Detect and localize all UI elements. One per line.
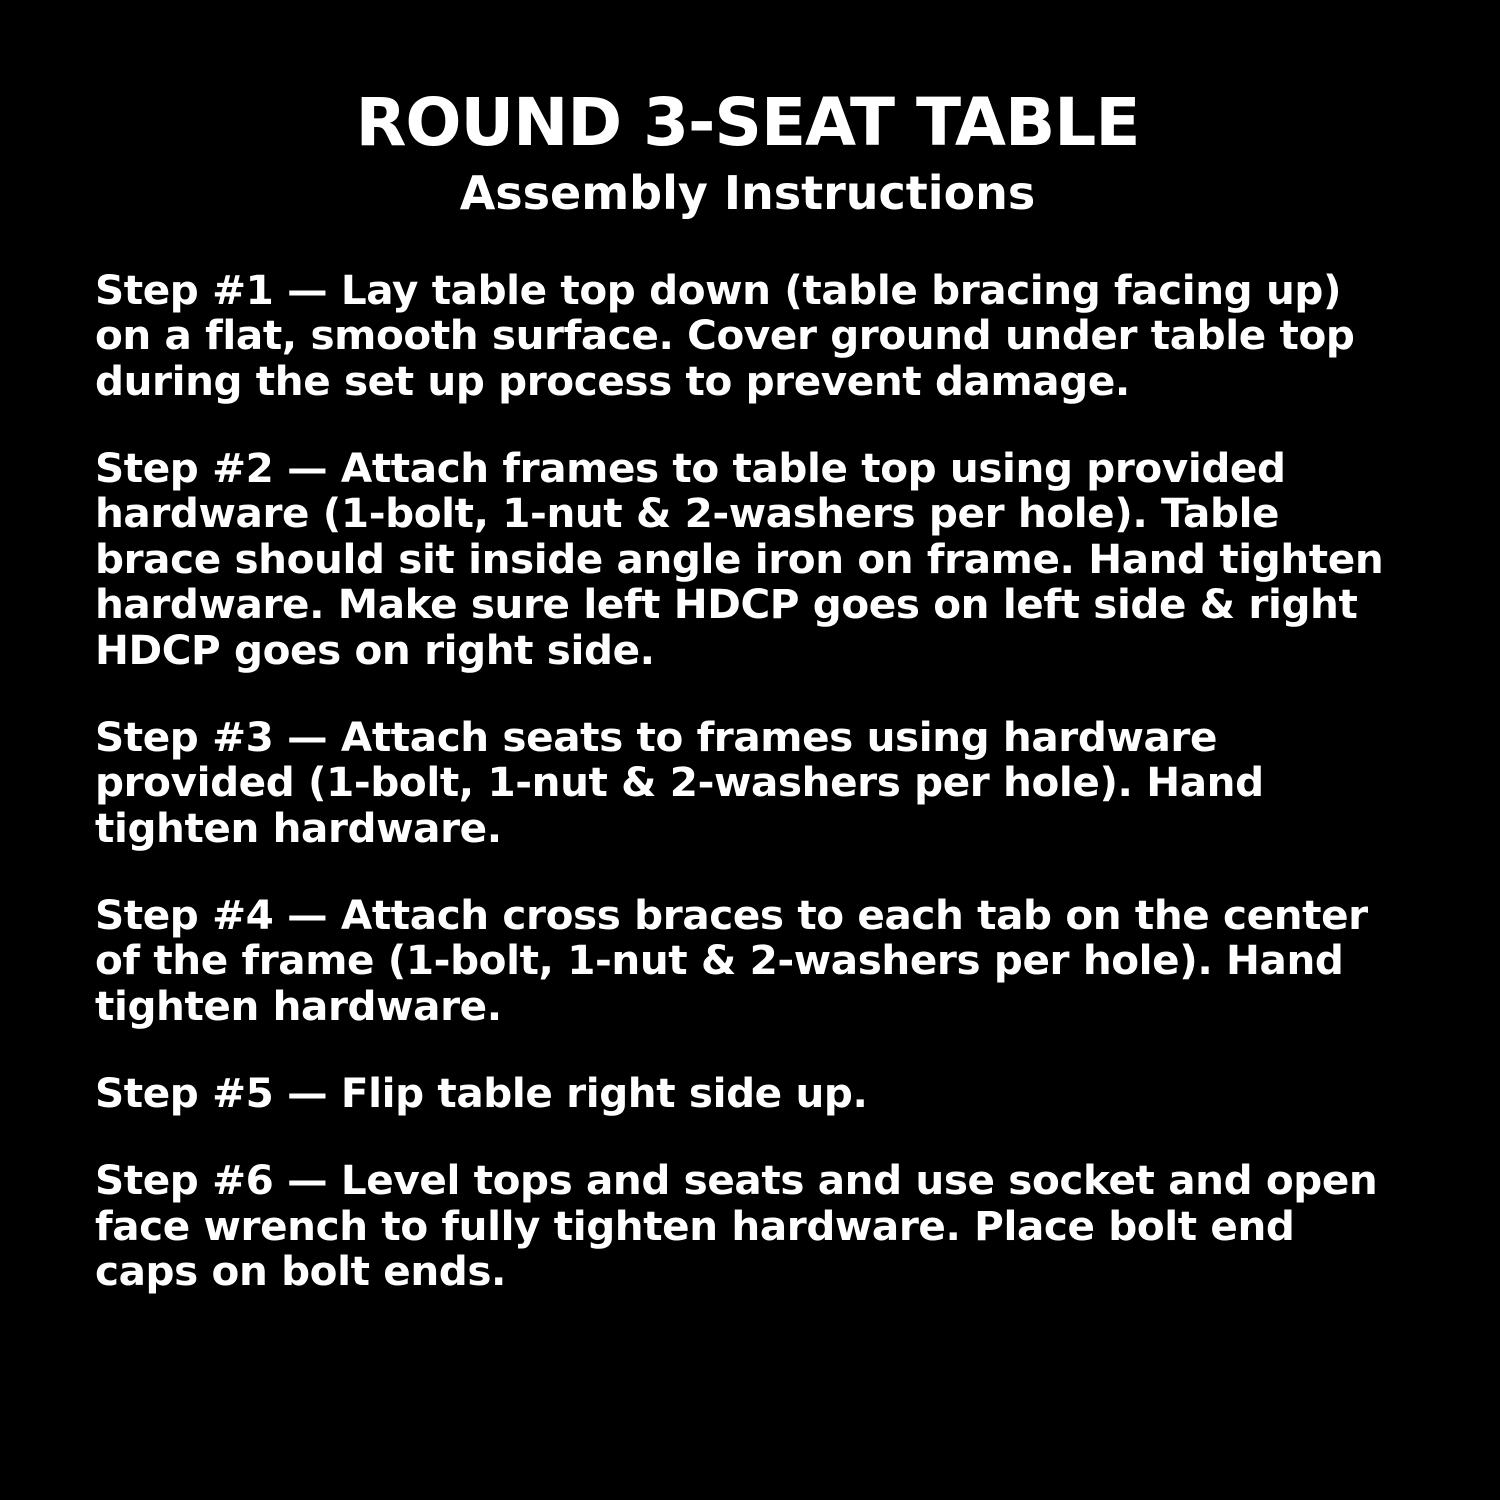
step-item: Step #2 — Attach frames to table top using provided hardware (1-bolt, 1-nut & 2-washers per hole). Table brace should sit inside angle iron on frame. Hand tighten hardware. Make sure left HDCP goes on left side & right HDCP goes on right side. (95, 444, 1384, 674)
step-item: Step #1 — Lay table top down (table bracing facing up) on a flat, smooth surface. Cover ground under table top during the set up process to prevent damage. (95, 266, 1355, 405)
step-item: Step #3 — Attach seats to frames using hardware provided (1-bolt, 1-nut & 2-washers per hole). Hand tighten hardware. (95, 712, 1264, 852)
step-item: Step #4 — Attach cross braces to each tab on the center of the frame (1-bolt, 1-nut & 2-washers per hole). Hand tighten hardware. (95, 890, 1368, 1030)
step-item: Step #6 — Level tops and seats and use socket and open face wrench to fully tighten hardware. Place bolt end caps on bolt ends. (95, 1156, 1378, 1296)
steps-list (95, 268, 1400, 1294)
page-subtitle: Assembly Instructions (459, 166, 1036, 220)
step-item: Step #5 — Flip table right side up. (95, 1069, 868, 1118)
page-title: ROUND 3-SEAT TABLE (355, 84, 1140, 161)
